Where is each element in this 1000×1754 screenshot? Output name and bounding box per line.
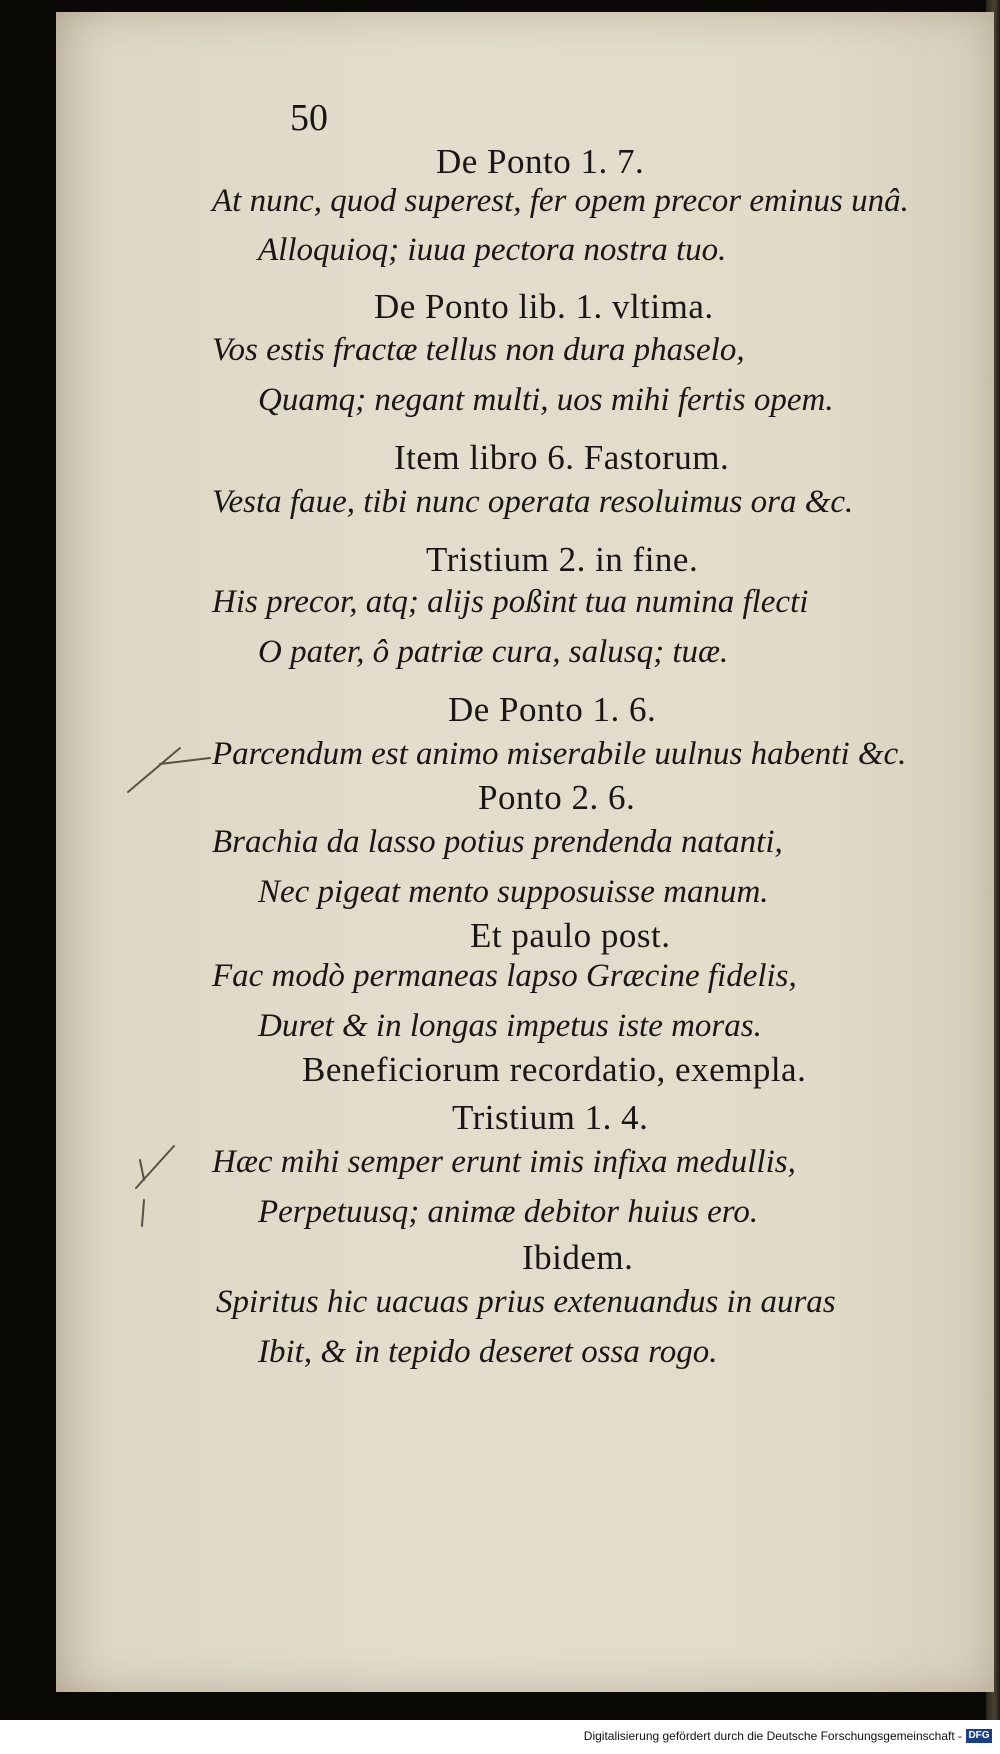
- digitization-credit: Digitalisierung gefördert durch die Deutsche Forschungsgemeinschaft -: [583, 1729, 962, 1743]
- heading: Et paulo post.: [470, 916, 671, 955]
- verse-line: Ibit, & in tepido deseret ossa rogo.: [258, 1334, 718, 1370]
- heading: Tristium 2. in fine.: [426, 540, 699, 579]
- heading: Ibidem.: [522, 1238, 634, 1277]
- verse-line: Vos estis fractæ tellus non dura phaselo,: [212, 332, 745, 368]
- verse-line: Fac modò permaneas lapso Græcine fidelis,: [212, 958, 797, 994]
- verse-line: At nunc, quod superest, fer opem precor eminus unâ.: [212, 183, 909, 219]
- verse-line: Perpetuusq; animæ debitor huius ero.: [258, 1194, 759, 1230]
- verse-line: Quamq; negant multi, uos mihi fertis opem.: [258, 382, 834, 418]
- verse-line: Alloquioq; iuua pectora nostra tuo.: [258, 232, 727, 268]
- heading: Ponto 2. 6.: [478, 778, 636, 817]
- heading: Item libro 6. Fastorum.: [394, 438, 730, 477]
- verse-line: Nec pigeat mento supposuisse manum.: [258, 874, 769, 910]
- heading: De Ponto lib. 1. vltima.: [374, 287, 714, 326]
- verse-line: Spiritus hic uacuas prius extenuandus in auras: [216, 1284, 836, 1320]
- heading: De Ponto 1. 7.: [436, 142, 645, 181]
- margin-tick-mark: [130, 1140, 190, 1230]
- footer-bar: [0, 1720, 1000, 1754]
- heading: Tristium 1. 4.: [452, 1098, 649, 1137]
- heading: Beneficiorum recordatio, exempla.: [302, 1050, 807, 1089]
- verse-line: His precor, atq; alijs poßint tua numina flecti: [212, 584, 809, 620]
- verse-line: Hæc mihi semper erunt imis infixa medullis,: [212, 1144, 796, 1180]
- heading: De Ponto 1. 6.: [448, 690, 657, 729]
- verse-line: Brachia da lasso potius prendenda natanti,: [212, 824, 783, 860]
- verse-line: Vesta faue, tibi nunc operata resoluimus ora &c.: [212, 484, 854, 520]
- margin-tick-mark: [120, 730, 220, 800]
- verse-line: Duret & in longas impetus iste moras.: [258, 1008, 762, 1044]
- verse-line: Parcendum est animo miserabile uulnus habenti &c.: [212, 736, 907, 772]
- dfg-logo-icon: DFG: [966, 1729, 992, 1743]
- verse-line: O pater, ô patriæ cura, salusq; tuæ.: [258, 634, 729, 670]
- page-number: 50: [290, 97, 328, 139]
